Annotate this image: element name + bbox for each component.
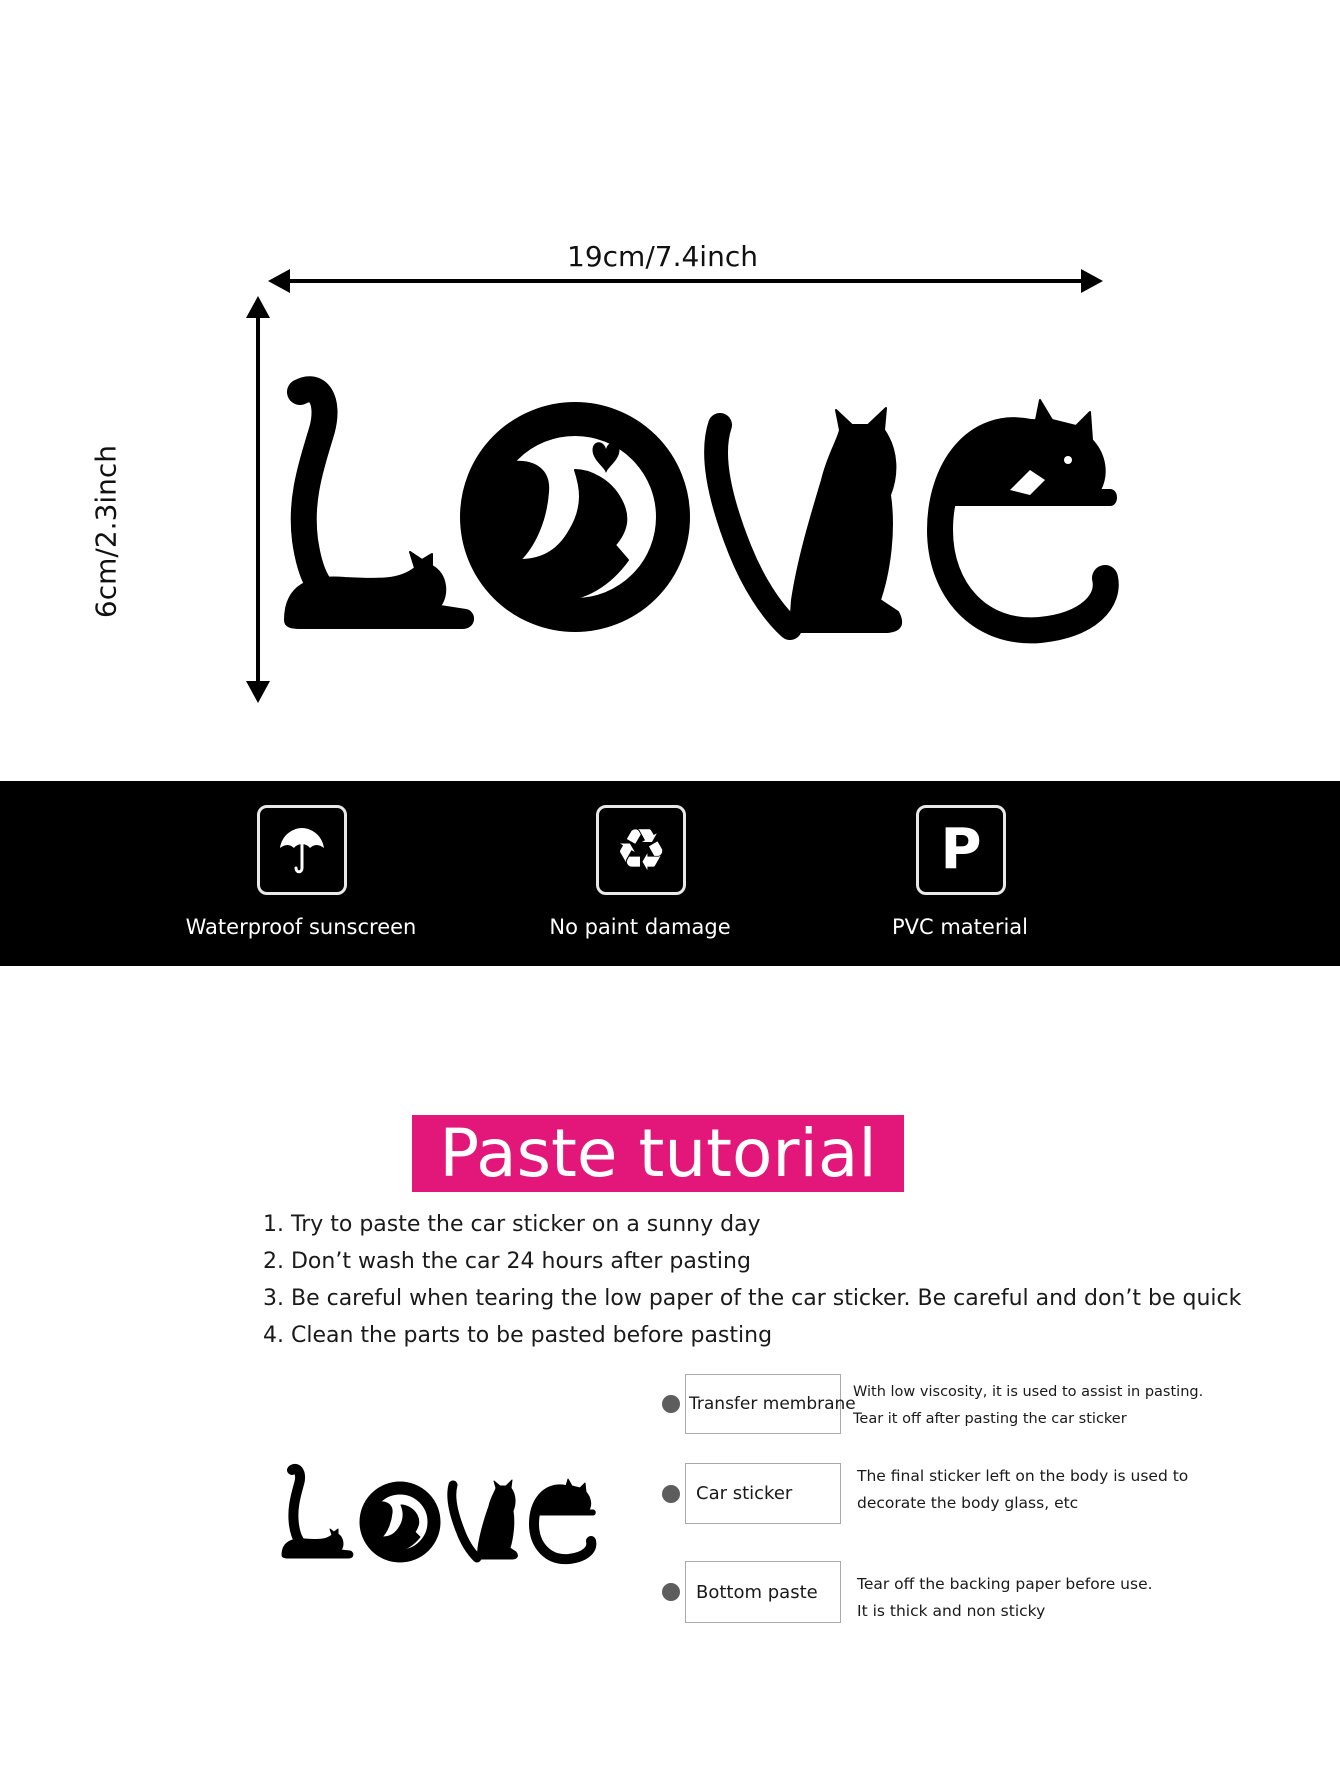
height-label: 6cm/2.3inch: [89, 444, 123, 619]
dimension-diagram: [0, 0, 1340, 760]
feature-label: PVC material: [891, 915, 1029, 939]
layer-desc-line: Tear it off after pasting the car sticker: [853, 1411, 1127, 1427]
layer-bottom-paste: Bottom paste: [685, 1561, 841, 1623]
feature-waterproof: [131, 781, 471, 966]
feature-pvc: [790, 781, 1130, 966]
layer-desc: [853, 1379, 1203, 1433]
love-sticker-small: [270, 1450, 630, 1580]
parking-icon: P: [916, 805, 1006, 895]
tutorial-steps: [263, 1210, 1241, 1358]
recycle-icon: ♻: [596, 805, 686, 895]
step-item: 3. Be careful when tearing the low paper of the car sticker. Be careful and don’t be quick: [263, 1286, 1242, 1311]
layer-bullet: [662, 1395, 680, 1413]
layer-desc-line: Tear off the backing paper before use.: [857, 1575, 1153, 1593]
feature-label: No paint damage: [549, 915, 731, 939]
feature-band: [0, 781, 1340, 966]
step-item: 2. Don’t wash the car 24 hours after pasting: [263, 1249, 751, 1274]
layer-desc-line: It is thick and non sticky: [857, 1602, 1046, 1620]
feature-label: Waterproof sunscreen: [185, 915, 417, 939]
layer-desc: [857, 1571, 1153, 1625]
step-item: 4. Clean the parts to be pasted before pasting: [263, 1323, 773, 1348]
layer-bullet: [662, 1583, 680, 1601]
feature-no-damage: [470, 781, 810, 966]
love-sticker-large: [0, 0, 1340, 760]
layer-transfer-membrane: Transfer membrane: [685, 1374, 841, 1434]
layer-bullet: [662, 1485, 680, 1503]
layer-desc-line: decorate the body glass, etc: [857, 1494, 1079, 1512]
width-label: 19cm/7.4inch: [567, 240, 758, 273]
umbrella-icon: [257, 805, 347, 895]
layer-desc-line: The final sticker left on the body is used to: [857, 1467, 1189, 1485]
tutorial-title: Paste tutorial: [412, 1115, 904, 1192]
layer-car-sticker: Car sticker: [685, 1463, 841, 1524]
layer-desc-line: With low viscosity, it is used to assist in pasting.: [853, 1384, 1204, 1400]
layer-desc: [857, 1463, 1188, 1517]
step-item: 1. Try to paste the car sticker on a sunny day: [263, 1212, 761, 1237]
